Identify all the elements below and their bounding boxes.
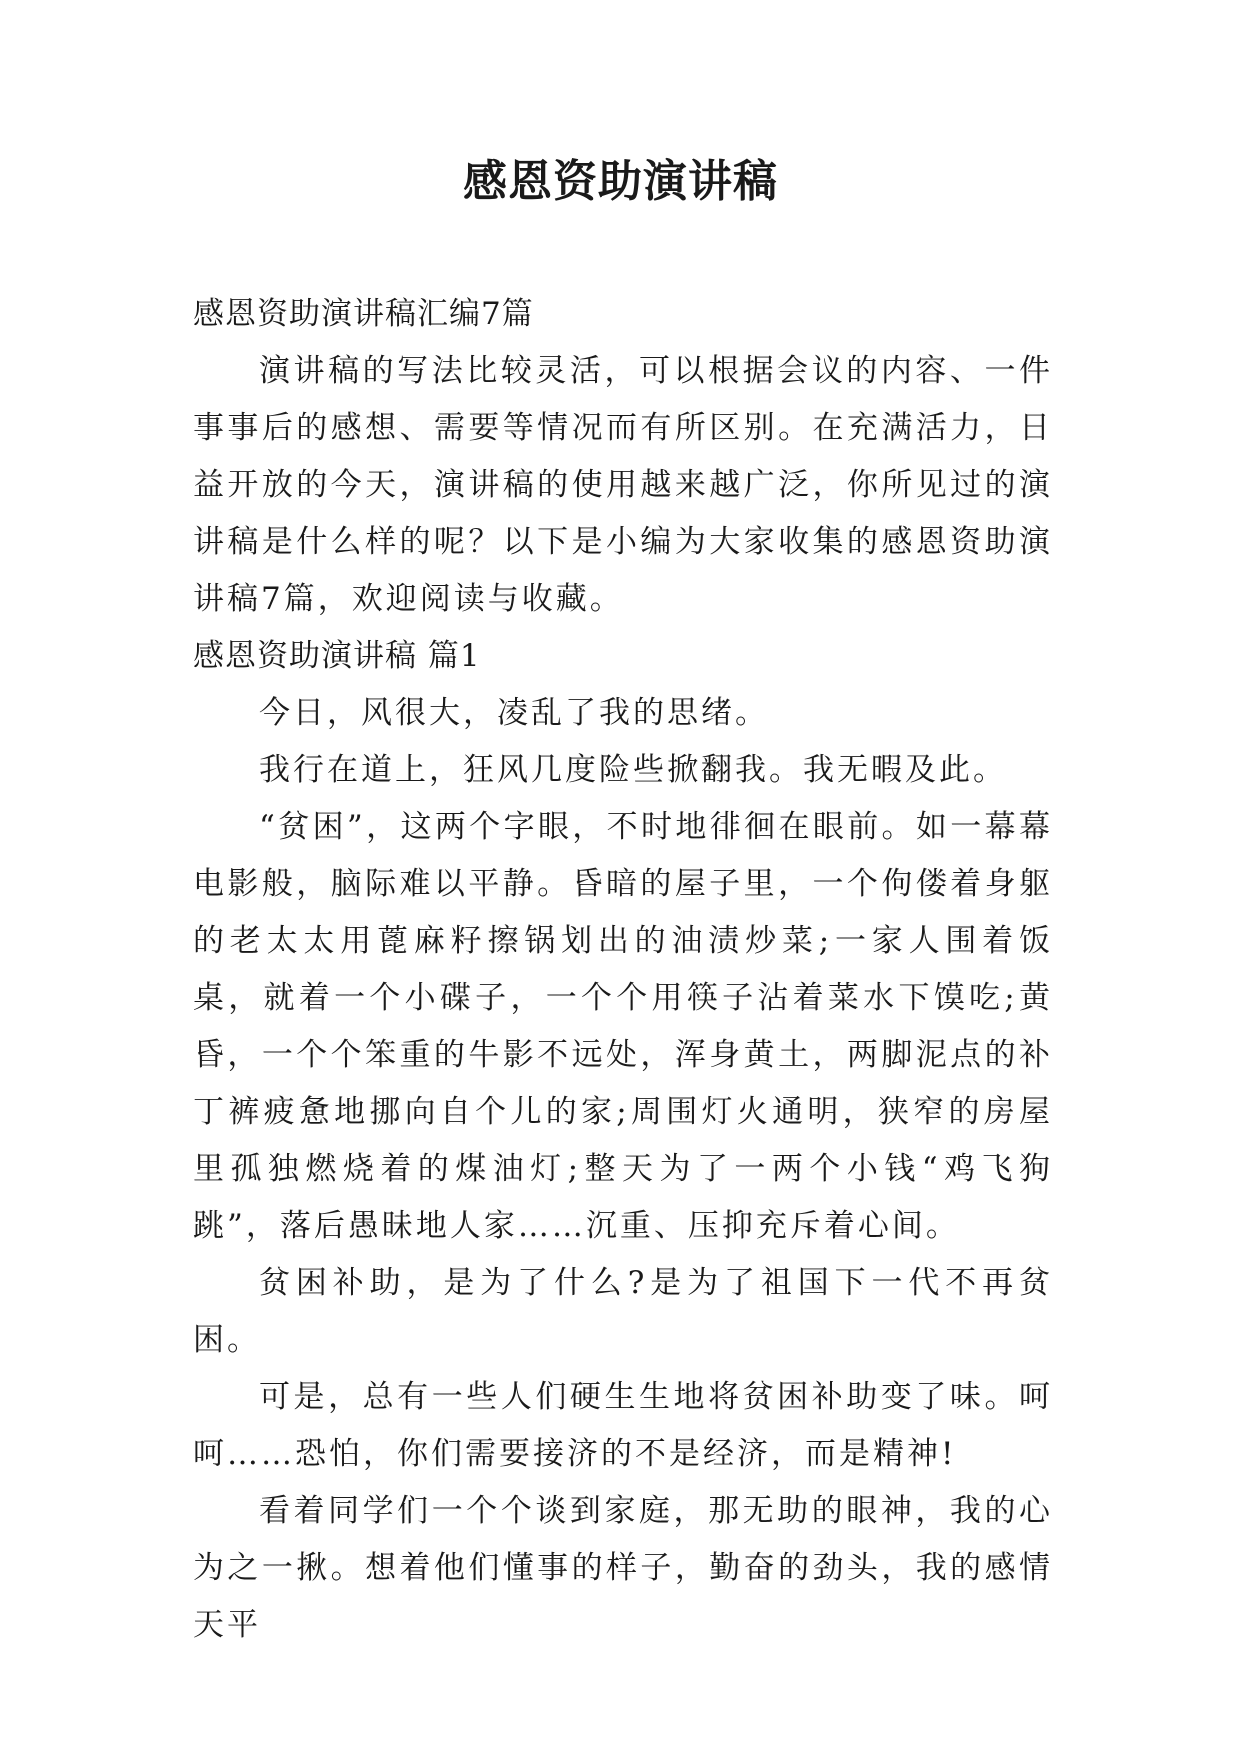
body-paragraph: 今日，风很大，凌乱了我的思绪。 <box>259 695 769 731</box>
document-title: 感恩资助演讲稿 <box>463 156 778 207</box>
body-paragraph: “贫困”，这两个字眼，不时地徘徊在眼前。如一幕幕电影般，脑际难以平静。昏暗的屋子里，一个佝偻着身躯的老太太用蓖麻籽擦锅划出的油渍炒菜;一家人围着饭桌，就着一个小碟子，一个个用筷子沾着菜水下馍吃;黄昏，一个个笨重的牛影不远处，浑身黄土，两脚泥点的补丁裤疲惫地挪向自个儿的家;周围灯火通明，狭窄的房屋里孤独燃烧着的煤油灯;整天为了一两个小钱“鸡飞狗跳”，落后愚昧地人家……沉重、压抑充斥着心间。 <box>193 809 1053 1244</box>
subtitle-line: 感恩资助演讲稿汇编7篇 <box>193 296 534 332</box>
body-paragraph: 可是，总有一些人们硬生生地将贫困补助变了味。呵呵……恐怕，你们需要接济的不是经济，而是精神! <box>193 1379 1053 1472</box>
body-paragraph: 我行在道上，狂风几度险些掀翻我。我无暇及此。 <box>259 752 1007 788</box>
body-paragraph: 看着同学们一个个谈到家庭，那无助的眼神，我的心为之一揪。想着他们懂事的样子，勤奋的劲头，我的感情天平 <box>193 1493 1053 1643</box>
section-heading: 感恩资助演讲稿 篇1 <box>193 638 481 674</box>
document-body <box>193 286 1053 1654</box>
body-paragraph: 贫困补助，是为了什么?是为了祖国下一代不再贫困。 <box>193 1265 1053 1358</box>
intro-paragraph: 演讲稿的写法比较灵活，可以根据会议的内容、一件事事后的感想、需要等情况而有所区别。在充满活力，日益开放的今天，演讲稿的使用越来越广泛，你所见过的演讲稿是什么样的呢？以下是小编为大家收集的感恩资助演讲稿7篇，欢迎阅读与收藏。 <box>193 353 1053 617</box>
